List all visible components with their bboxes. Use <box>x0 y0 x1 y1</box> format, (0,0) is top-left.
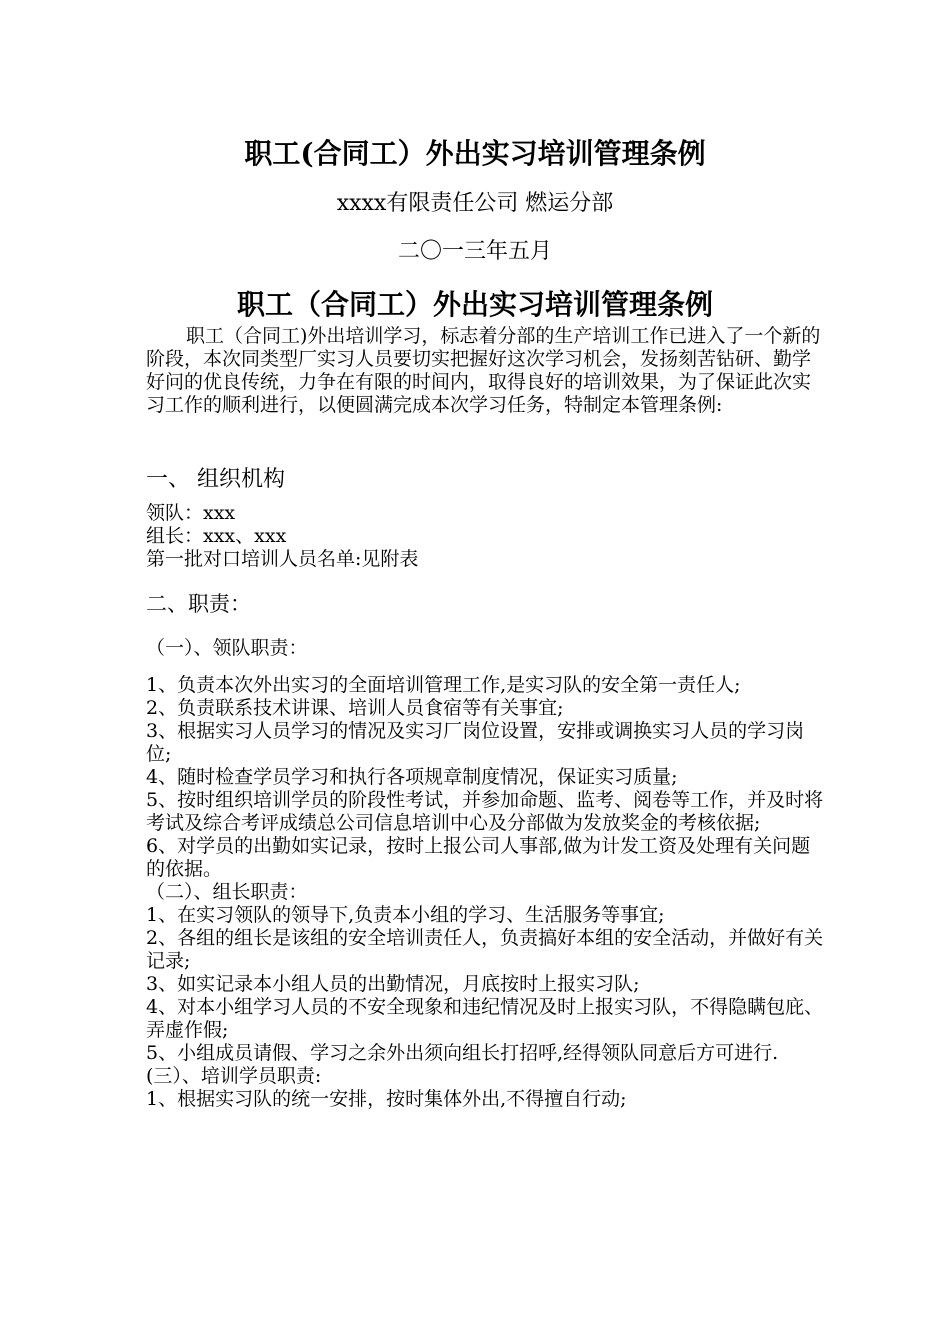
list-item: 5、小组成员请假、学习之余外出须向组长打招呼,经得领队同意后方可进行. <box>146 1042 779 1064</box>
list-item: 5、按时组织培训学员的阶段性考试，并参加命题、监考、阅卷等工作，并及时将考试及综合考评成绩总公司信息培训中心及分部做为发放奖金的考核依据; <box>146 789 824 834</box>
list-item: 3、根据实习人员学习的情况及实习厂岗位设置，安排或调换实习人员的学习岗位; <box>146 720 805 765</box>
org-list <box>146 502 826 571</box>
intro-paragraph: 职工（合同工)外出培训学习，标志着分部的生产培训工作已进入了一个新的阶段，本次同类型厂实习人员要切实把握好这次学习机会，发扬刻苦钻研、勤学好问的优良传统，力争在有限的时间内，取得良好的培训效果，为了保证此次实习工作的顺利进行，以便圆满完成本次学习任务，特制定本管理条例: <box>146 325 821 416</box>
cover-date: 二〇一三年五月 <box>397 239 552 264</box>
list-item: 2、各组的组长是该组的安全培训责任人，负责搞好本组的安全活动，并做好有关记录; <box>146 927 824 972</box>
list-item: 2、负责联系技术讲课、培训人员食宿等有关事宜; <box>146 697 564 719</box>
list-item: 1、在实习领队的领导下,负责本小组的学习、生活服务等事宜; <box>146 904 665 926</box>
main-title: 职工（合同工）外出实习培训管理条例 <box>236 288 713 321</box>
duty-body <box>146 674 826 1111</box>
group-heading: （二）、组长职责： <box>146 881 308 903</box>
org-line-list: 第一批对口培训人员名单:见附表 <box>146 548 419 570</box>
list-item: 3、如实记录本小组人员的出勤情况，月底按时上报实习队; <box>146 973 640 995</box>
list-item: 4、随时检查学员学习和执行各项规章制度情况，保证实习质量; <box>146 766 678 788</box>
company-name: xxxx有限责任公司 燃运分部 <box>336 191 614 216</box>
org-heading: 一、 组织机构 <box>146 467 285 492</box>
leader-heading: （一）、领队职责： <box>146 637 308 659</box>
list-item: 1、负责本次外出实习的全面培训管理工作,是实习队的安全第一责任人; <box>146 674 741 696</box>
org-line-group-leader: 组长：xxx、xxx <box>146 525 287 547</box>
list-item: 4、对本小组学习人员的不安全现象和违纪情况及时上报实习队，不得隐瞒包庇、弄虚作假; <box>146 996 824 1041</box>
org-line-leader: 领队：xxx <box>146 502 236 524</box>
cover-title: 职工(合同工）外出实习培训管理条例 <box>244 137 706 170</box>
duty-heading: 二、职责： <box>146 592 251 616</box>
list-item: 6、对学员的出勤如实记录，按时上报公司人事部,做为计发工资及处理有关问题的依据。 <box>146 835 811 880</box>
trainee-heading: (三）、培训学员职责: <box>146 1065 322 1087</box>
list-item: 1、根据实习队的统一安排，按时集体外出,不得擅自行动; <box>146 1088 627 1110</box>
